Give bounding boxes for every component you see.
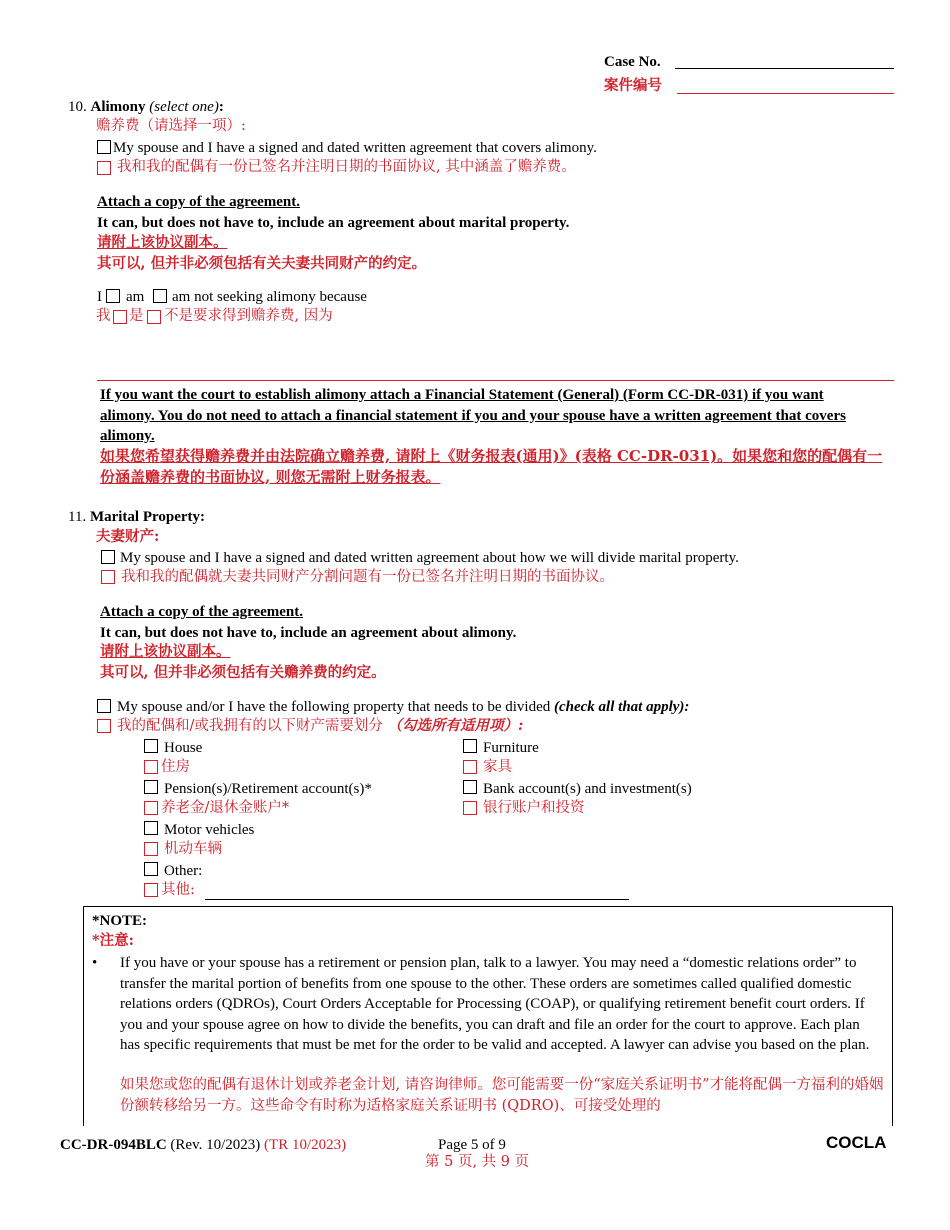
alimony-agreement-checkbox-zh (97, 161, 111, 175)
check-all-hint: (check all that apply): (554, 699, 690, 715)
pension-label-zh: 养老金/退休金账户* (161, 800, 290, 816)
pension-checkbox[interactable] (144, 780, 158, 794)
check-all-hint-zh: （勾选所有适用项）: (387, 717, 524, 734)
section-number: 10. (68, 99, 87, 115)
am-label: am (126, 289, 145, 305)
motor-vehicles-label-zh: 机动车辆 (164, 841, 222, 857)
am-seeking-checkbox[interactable] (106, 289, 120, 303)
attach-copy-text: Attach a copy of the agreement. (97, 194, 301, 210)
alimony-agreement-label: My spouse and I have a signed and dated written agreement that covers alimony. (113, 140, 597, 156)
bank-accounts-label: Bank account(s) and investment(s) (483, 781, 692, 797)
section-number: 11. (68, 509, 87, 525)
motor-vehicles-checkbox[interactable] (144, 821, 158, 835)
alimony-agreement-label-zh: 我和我的配偶有一份已签名并注明日期的书面协议, 其中涵盖了赡养费。 (117, 159, 576, 175)
financial-statement-notice-zh: 如果您希望获得赡养费并由法院确立赡养费, 请附上《财务报表(通用)》(表格 CC-DR-031)。如果您和您的配偶有一份涵盖赡养费的书面协议, 则您无需附上财务报表。 (100, 447, 883, 486)
property-to-divide-checkbox-zh (97, 719, 111, 733)
attach-copy-text: Attach a copy of the agreement. (100, 604, 304, 620)
can-include-text: It can, but does not have to, include an agreement about marital property. (97, 215, 570, 231)
section-title: Alimony (90, 99, 146, 115)
furniture-checkbox-zh (463, 760, 477, 774)
attach-copy-text-zh: 请附上该协议副本。 (97, 234, 228, 251)
section-11-heading (68, 508, 205, 526)
attach-copy-text-zh: 请附上该协议副本。 (100, 643, 231, 660)
section-10-heading (68, 98, 224, 116)
form-rev: (Rev. 10/2023) (170, 1137, 261, 1153)
cocla-logo: COCLA (826, 1133, 887, 1152)
note-title-zh: *注意: (92, 932, 134, 949)
case-no-input-line[interactable] (675, 68, 894, 69)
other-checkbox-zh (144, 883, 158, 897)
motor-vehicles-label: Motor vehicles (164, 822, 255, 838)
bank-accounts-label-zh: 银行账户和投资 (483, 800, 585, 816)
property-to-divide-label (117, 698, 689, 716)
can-include-text: It can, but does not have to, include an agreement about alimony. (100, 625, 517, 641)
page-number: Page 5 of 9 (438, 1137, 506, 1153)
bank-accounts-checkbox-zh (463, 801, 477, 815)
note-bullet: • (92, 955, 98, 971)
property-to-divide-checkbox[interactable] (97, 699, 111, 713)
alimony-agreement-checkbox[interactable] (97, 140, 111, 154)
property-agreement-checkbox-zh (101, 570, 115, 584)
house-label: House (164, 740, 203, 756)
financial-statement-notice: If you want the court to establish alimony attach a Financial Statement (General) (Form CC-DR-031) if you want alimony. You do not need to attach a financial statement if you and your spouse have a written agreement that covers alimony. (100, 387, 846, 444)
other-input-line[interactable] (205, 899, 629, 900)
footer-form-id (60, 1136, 346, 1154)
other-label-zh: 其他: (161, 882, 195, 898)
house-checkbox-zh (144, 760, 158, 774)
property-to-divide-text: My spouse and/or I have the following property that needs to be divided (117, 699, 551, 715)
furniture-checkbox[interactable] (463, 739, 477, 753)
property-agreement-label-zh: 我和我的配偶就夫妻共同财产分割问题有一份已签名并注明日期的书面协议。 (121, 569, 614, 585)
pension-label: Pension(s)/Retirement account(s)* (164, 781, 372, 797)
can-include-text-zh: 其可以, 但并非必须包括有关夫妻共同财产的约定。 (97, 255, 427, 272)
bank-accounts-checkbox[interactable] (463, 780, 477, 794)
property-agreement-label: My spouse and I have a signed and dated written agreement about how we will divide marital property. (120, 550, 739, 566)
case-no-label-zh: 案件编号 (604, 77, 662, 94)
select-hint: (select one) (149, 99, 219, 115)
am-not-seeking-label-zh: 不是要求得到赡养费, 因为 (164, 308, 333, 324)
section-10-title-zh: 赡养费（请选择一项）: (96, 118, 246, 134)
i-label: I (97, 289, 102, 305)
house-checkbox[interactable] (144, 739, 158, 753)
case-no-label: Case No. (604, 54, 661, 70)
note-text-zh: 如果您或您的配偶有退休计划或养老金计划, 请咨询律师。您可能需要一份“家庭关系证明书”才能将配偶一方福利的婚姻份额转移给另一方。这些命令有时称为适格家庭关系证明书 (QDRO)、可接受处理的 (120, 1077, 884, 1114)
furniture-label-zh: 家具 (483, 759, 512, 775)
note-text: If you have or your spouse has a retirement or pension plan, talk to a lawyer. You may need a “domestic relations order” to transfer the marital portion of benefits from one spouse to the other. These orders are sometimes called qualified domestic relations orders (QDROs), Court Orders Acceptable for Processing (COAP), or qualifying retirement benefit court orders. If you and your spouse agree on how to divide the benefits, you can draft and file an order for the court to approve. Each plan has specific requirements that must be met for the order to be valid and accepted. A lawyer can advise you based on the plan. (120, 955, 870, 1053)
house-label-zh: 住房 (161, 759, 190, 775)
am-seeking-checkbox-zh (113, 310, 127, 324)
property-agreement-checkbox[interactable] (101, 550, 115, 564)
other-checkbox[interactable] (144, 862, 158, 876)
section-title: Marital Property: (89, 509, 206, 525)
note-title: *NOTE: (92, 913, 148, 929)
page-number-zh: 第 5 页, 共 9 页 (425, 1154, 530, 1170)
reason-input-line[interactable] (97, 380, 894, 381)
motor-vehicles-checkbox-zh (144, 842, 158, 856)
property-to-divide-text-zh: 我的配偶和/或我拥有的以下财产需要划分 (117, 718, 383, 734)
form-tr: (TR 10/2023) (264, 1137, 347, 1153)
section-11-title-zh: 夫妻财产: (96, 528, 160, 545)
am-not-seeking-checkbox-zh (147, 310, 161, 324)
furniture-label: Furniture (483, 740, 539, 756)
can-include-text-zh: 其可以, 但并非必须包括有关赡养费的约定。 (100, 664, 386, 681)
form-id: CC-DR-094BLC (60, 1137, 167, 1153)
i-label-zh: 我 (96, 308, 111, 324)
case-no-input-line-zh (677, 93, 894, 94)
am-not-seeking-label: am not seeking alimony because (172, 289, 367, 305)
am-label-zh: 是 (129, 308, 144, 324)
other-label: Other: (164, 863, 203, 879)
colon: : (218, 99, 224, 115)
property-to-divide-label-zh (117, 717, 523, 735)
am-not-seeking-checkbox[interactable] (153, 289, 167, 303)
pension-checkbox-zh (144, 801, 158, 815)
